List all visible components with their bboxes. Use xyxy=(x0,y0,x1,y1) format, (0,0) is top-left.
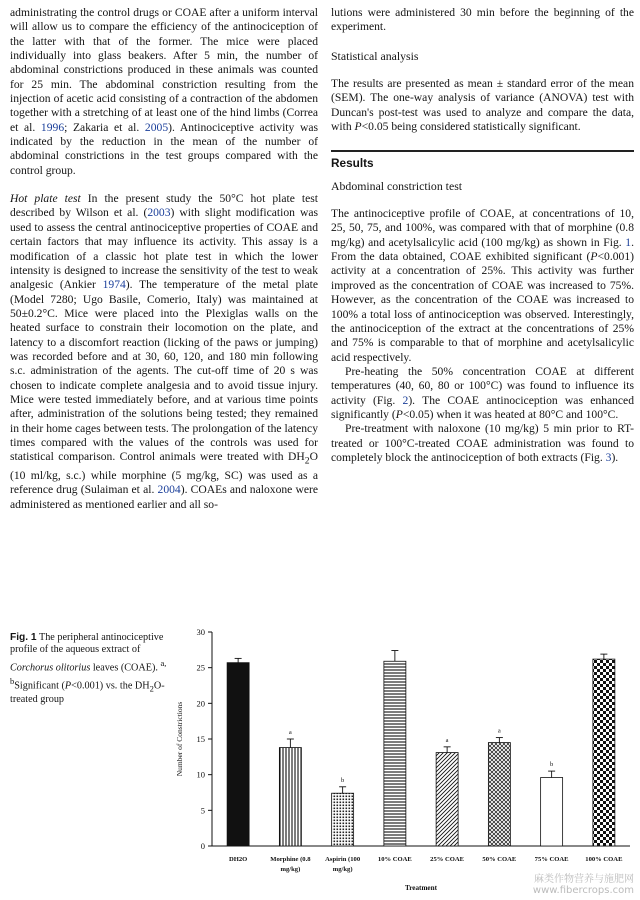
x-tick-label: 75% COAE xyxy=(534,856,569,863)
bar xyxy=(279,748,301,846)
paragraph-results-3: Pre-treatment with naloxone (10 mg/kg) 5 min prior to RT-treated or 100°C-treated COAE administration was found to completely block the antinociception of both extracts (Fig. 3). xyxy=(331,422,634,464)
citation-link[interactable]: 2005 xyxy=(144,120,169,134)
citation-link[interactable]: 1974 xyxy=(102,278,126,292)
x-tick-label: mg/kg) xyxy=(280,866,301,873)
watermark-chinese: 麻类作物营养与施肥网 xyxy=(534,874,634,885)
bar xyxy=(436,753,458,846)
paragraph-hot-plate: Hot plate test In the present study the 50°C hot plate test described by Wilson et al. (2003) with slight modification was used to assess the central antinociceptive properties of COAE and certain factors that may influence its activity. This assay is a modification of a classic hot plate test in which the lower intensity is designed to increase the sensitivity of the test to weak analgesic (Ankier 1974). The temperature of the metal plate (Model 7280; Ugo Basile, Comerio, Italy) was maintained at 50±0.2°C. Mice were placed into the Plexiglas walls on the heated surface to constrain their locomotion on the plate, and latency to a discomfort reaction (licking of the paws or jumping) was recorded before and at 30, 60, 120, and 180 min following s.c. administration of the agents. The cut-off time of 20 s was chosen to indicate complete analgesia and to avoid tissue injury. Mice were tested immediately before, and at various time points after, administration of the solutions being tested; they remained in their home cages between tests. The prolongation of the latency times compared with the values of the controls was used for statistical comparison. Control animals were treated with $DH_2O$ (10 ml/kg, s.c.) while morphine (5 mg/kg, SC) was used as a reference drug (Sulaiman et al. 2004). COAEs and naloxone were administered as mentioned earlier and all so- xyxy=(10,192,319,511)
bar xyxy=(593,659,615,846)
bar-chart xyxy=(168,624,636,896)
watermark-url: www.fibercrops.com xyxy=(532,885,634,896)
paragraph-results-1: The antinociceptive profile of COAE, at concentrations of 10, 25, 50, 75, and 100%, was compared with that of morphine (0.8 mg/kg) and acetylsalicylic acid (100 mg/kg) as shown in Fig. 1. From the data obtained, COAE exhibited significant (P<0.001) activity at a concentration of 25%. This activity was further improved as the concentration of COAE was increased to 75%. However, as the concentration of the COAE was increased to 100% a total loss of antinociception was observed. Interestingly, the antinociception of the extract at the concentrations of 25% and 75% is comparable to that of morphine and acetylsalicylic acid respectively. xyxy=(331,207,634,364)
bar xyxy=(227,663,249,846)
x-axis-label: Treatment xyxy=(404,884,438,892)
y-tick-label: 0 xyxy=(200,841,205,851)
x-tick-label: 100% COAE xyxy=(585,856,623,863)
x-tick-label: 25% COAE xyxy=(430,856,465,863)
x-tick-label: Aspirin (100 xyxy=(325,856,361,863)
bar xyxy=(384,661,406,846)
bar xyxy=(332,793,354,846)
y-tick-label: 15 xyxy=(196,734,205,744)
y-tick-label: 10 xyxy=(196,769,205,780)
paragraph-methods-constriction: administrating the control drugs or COAE after a uniform interval will allow us to compare the efficiency of the antinociception of the latter with that of the former. The mice were placed individually into glass beakers. After 5 min, the number of abdominal constrictions produced in these animals was counted for 25 min. The abdominal constriction resulting from the injection of acetic acid consisting of a contraction of the abdomen together with a stretching of at least one of the hind limbs (Correa et al. 1996; Zakaria et al. 2005). Antinociceptive activity was indicated by the reduction in the mean of the number of abdominal constrictions in the test groups compared with the control group. xyxy=(10,6,318,177)
bar xyxy=(488,743,510,846)
figure-link[interactable]: 3 xyxy=(605,450,612,464)
citation-link[interactable]: 2004 xyxy=(157,483,181,497)
figure-caption: Fig. 1 The peripheral antinociceptive profile of the aqueous extract of Corchorus olitorius leaves (COAE). $^{a, b}$Significant (P<0.001) vs. the $DH_2O$-treated group xyxy=(10,632,167,706)
significance-label: a xyxy=(497,727,501,735)
y-tick-label: 20 xyxy=(196,698,205,709)
right-column xyxy=(331,6,634,465)
paragraph-continuation: lutions were administered 30 min before the beginning of the experiment. xyxy=(331,6,634,34)
y-axis-label: Number of Constrictions xyxy=(175,701,184,777)
figure-label: Fig. 1 xyxy=(10,632,37,643)
y-tick-label: 30 xyxy=(196,627,205,637)
paragraph-results-2: Pre-heating the 50% concentration COAE at different temperatures (40, 60, 80 or 100°C) was found to influence its activity (Fig. 2). The COAE antinociception was enhanced significantly (P<0.05) when it was heated at 80°C and 100°C. xyxy=(331,364,634,421)
significance-label: b xyxy=(550,761,554,769)
x-tick-label: Morphine (0.8 xyxy=(270,856,311,863)
paragraph-statistics: The results are presented as mean ± standard error of the mean (SEM). The one-way analysis of variance (ANOVA) test with Duncan's post-test was used to analyze and compare the data, with P<0.05 being considered statistically significant. xyxy=(331,77,634,134)
x-tick-label: 10% COAE xyxy=(377,856,412,863)
x-tick-label: 50% COAE xyxy=(482,856,517,863)
section-divider xyxy=(331,150,634,152)
left-column xyxy=(10,6,318,512)
subsection-hot-plate: Hot plate test xyxy=(10,192,81,206)
heading-abdominal-constriction: Abdominal constriction test xyxy=(331,178,463,193)
figure-link[interactable]: 2 xyxy=(402,393,409,407)
watermark xyxy=(533,874,634,896)
heading-results: Results xyxy=(331,156,374,171)
citation-link[interactable]: 2003 xyxy=(147,206,171,220)
citation-link[interactable]: 1996 xyxy=(40,120,65,134)
x-tick-label: DH2O xyxy=(228,856,248,863)
significance-label: a xyxy=(445,736,449,744)
figure-link[interactable]: 1 xyxy=(625,235,632,249)
y-tick-label: 25 xyxy=(196,662,205,673)
bar xyxy=(541,778,563,846)
heading-statistical-analysis: Statistical analysis xyxy=(331,48,419,63)
x-tick-label: mg/kg) xyxy=(332,866,353,873)
significance-label: a xyxy=(288,729,292,736)
y-tick-label: 5 xyxy=(200,805,205,816)
significance-label: b xyxy=(341,776,345,784)
